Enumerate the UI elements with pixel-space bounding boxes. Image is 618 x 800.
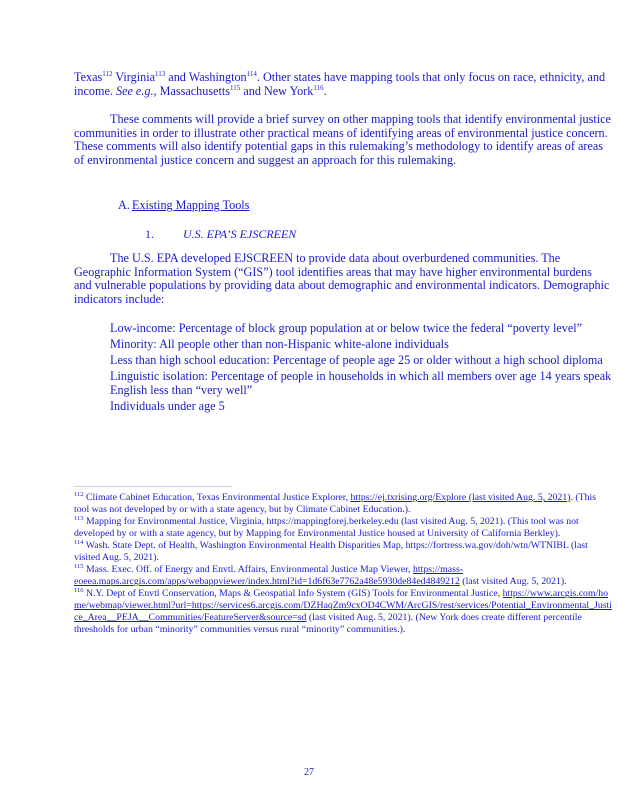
footnote-ref-116[interactable]: 116 bbox=[313, 83, 324, 92]
list-item-text: Less than high school education: Percentage of people age 25 or older without a high school diploma bbox=[110, 352, 603, 367]
footnote-ref-113[interactable]: 113 bbox=[155, 70, 166, 78]
list-item-text: Minority: All people other than non-Hispanic white-alone individuals bbox=[110, 336, 449, 351]
footnote-text: Mapping for Environmental Justice, Virginia, https://mappingforej.berkeley.edu (last visited Aug. 5, 2021). (This tool was not developed by or with a state agency, but by Mapping for Environmental Justice housed at University of California Berkley). bbox=[74, 516, 579, 539]
list-item-text: Low-income: Percentage of block group population at or below twice the federal “poverty level” bbox=[110, 321, 583, 335]
footnote-number: 114 bbox=[74, 539, 84, 547]
footnote-number: 116 bbox=[74, 587, 84, 595]
footnote-116 bbox=[74, 588, 612, 635]
list-item bbox=[90, 354, 612, 368]
list-item-text: Linguistic isolation: Percentage of people in households in which all members over age 14 years speak English less than “very well” bbox=[110, 368, 612, 397]
intro-text: . bbox=[323, 83, 327, 98]
subsection-heading-1 bbox=[145, 227, 296, 242]
footnote-text: Climate Cabinet Education, Texas Environmental Justice Explorer, bbox=[83, 492, 351, 503]
footnote-text: N.Y. Dept of Envtl Conservation, Maps & Geospatial Info System (GIS) Tools for Environmental Justice, bbox=[83, 588, 503, 600]
intro-paragraph bbox=[74, 71, 612, 98]
footnote-113 bbox=[74, 516, 612, 540]
section-heading-a bbox=[118, 198, 249, 213]
page-number: 27 bbox=[304, 767, 314, 778]
footnote-112 bbox=[74, 492, 612, 516]
list-item bbox=[90, 400, 612, 414]
intro-text: Virginia bbox=[112, 70, 155, 84]
footnotes-section bbox=[74, 492, 612, 636]
intro-text: Texas bbox=[74, 70, 103, 84]
footnote-115 bbox=[74, 564, 612, 588]
footnote-ref-114[interactable]: 114 bbox=[246, 70, 257, 78]
list-item bbox=[90, 338, 612, 352]
footnote-separator bbox=[74, 486, 232, 487]
footnote-text: Mass. Exec. Off. of Energy and Envtl. Affairs, Environmental Justice Map Viewer, bbox=[83, 564, 413, 576]
footnote-114 bbox=[74, 540, 612, 564]
footnote-ref-115[interactable]: 115 bbox=[230, 83, 241, 92]
footnote-text: (last visited Aug. 5, 2021). (New York does create different percentile thresholds for urban “minority” communities versus rural “minority” communities.). bbox=[74, 611, 582, 635]
footnote-text: Wash. State Dept. of Health, Washington Environmental Health Disparities Map, https://fortress.wa.gov/doh/wtn/WTNIBL (last visited Aug. 5, 2021). bbox=[74, 540, 588, 563]
list-item bbox=[90, 370, 612, 397]
intro-text: and New York bbox=[240, 83, 314, 98]
list-item bbox=[90, 322, 612, 336]
footnote-ref-112[interactable]: 112 bbox=[102, 70, 113, 78]
intro-citation-signal: See e.g. bbox=[115, 83, 154, 98]
ejscreen-paragraph: The U.S. EPA developed EJSCREEN to provide data about overburdened communities. The Geographic Information System (“GIS”) tool identifies areas that may have higher environmental burdens and vulnerable populations by providing data about demographic and environmental indicators. Demographic indicators include: bbox=[74, 251, 610, 306]
section-heading-mark: A. bbox=[118, 198, 130, 212]
footnote-text: . (This tool was not developed by or with a state agency, but by Climate Cabinet Education.). bbox=[74, 492, 597, 515]
footnote-link[interactable]: https://www.arcgis.com/home/webmap/viewer.html?url=https://services6.arcgis.com/DZHaqZm9cxOD4CWM/ArcGIS/rest/services/Potential_Environmental_Justice_Area__PEJA__Communities/FeatureServer&source=sd bbox=[74, 588, 612, 623]
footnote-number: 113 bbox=[74, 515, 84, 523]
demographic-indicator-list bbox=[90, 322, 612, 416]
footnote-link[interactable]: https://ej.txrising.org/Explore (last visited Aug. 5, 2021) bbox=[350, 492, 571, 503]
subsection-heading-number: 1. bbox=[145, 227, 154, 241]
intro-text: and Washington bbox=[165, 70, 247, 84]
intro-text: , Massachusetts bbox=[153, 83, 231, 98]
section-heading-title: Existing Mapping Tools bbox=[132, 198, 250, 212]
survey-paragraph: These comments will provide a brief survey on other mapping tools that identify environmental justice communities in order to illustrate other practical means of identifying areas of environmental justice concern. These comments will also identify potential gaps in this rulemaking’s methodology to identify areas of areas of environmental justice concern and suggest an approach for this rulemaking. bbox=[74, 112, 611, 167]
intro-text: . Other states have mapping tools that only focus on race, ethnicity, and income. bbox=[74, 70, 606, 98]
subsection-heading-title: U.S. EPA’S EJSCREEN bbox=[183, 227, 297, 241]
footnote-number: 115 bbox=[74, 563, 84, 571]
footnote-number: 112 bbox=[74, 491, 84, 498]
footnote-link[interactable]: https://mass-eoeea.maps.arcgis.com/apps/webappviewer/index.html?id=1d6f63e7762a48e5930de84ed4849212 bbox=[74, 564, 464, 588]
footnote-text: (last visited Aug. 5, 2021). bbox=[459, 576, 567, 588]
list-item-text: Individuals under age 5 bbox=[110, 398, 225, 413]
